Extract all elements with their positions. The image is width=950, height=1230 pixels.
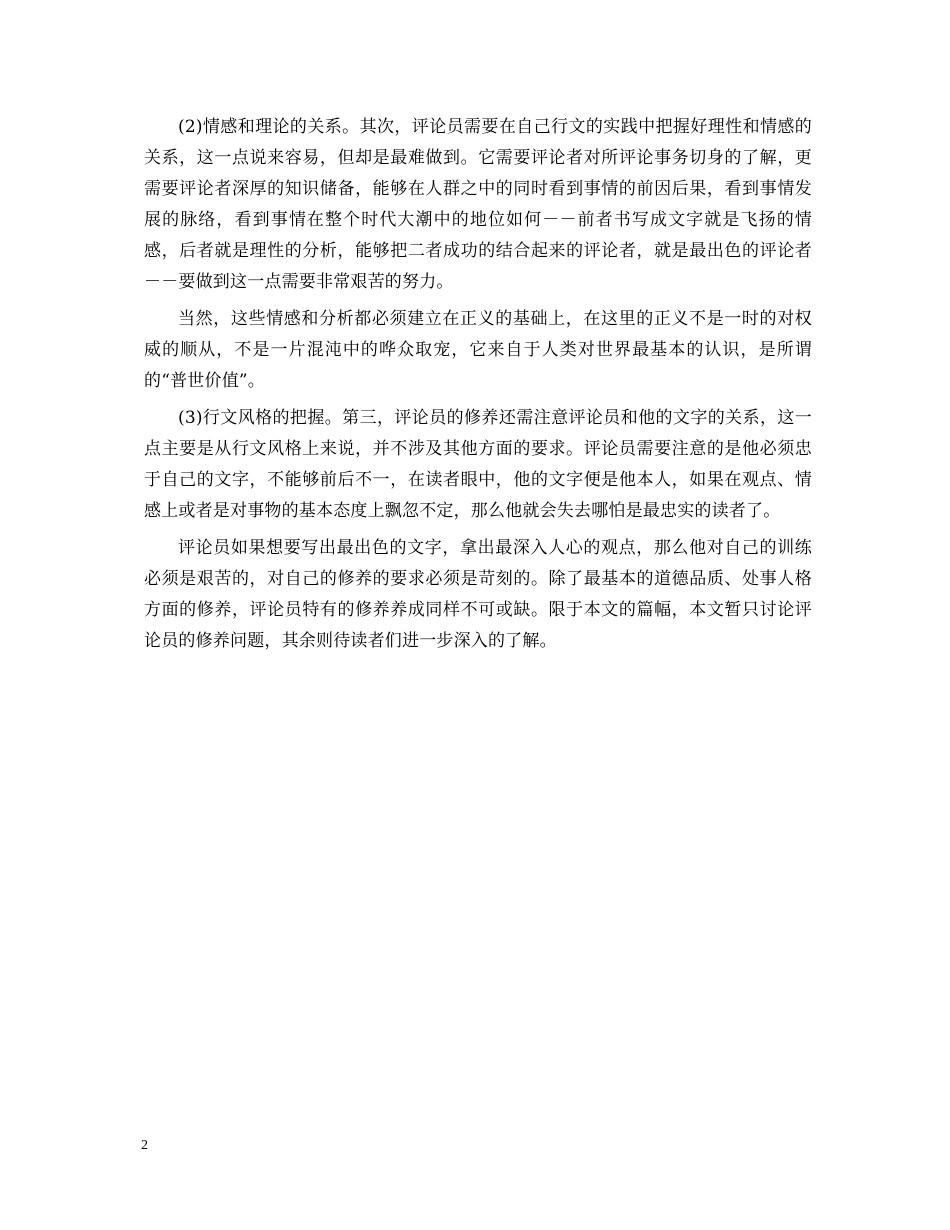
paragraph-conclusion: 评论员如果想要写出最出色的文字，拿出最深入人心的观点，那么他对自己的训练必须是艰苦的，对自己的修养的要求必须是苛刻的。除了最基本的道德品质、处事人格方面的修养，评论员特有的修养养成同样不可或缺。限于本文的篇幅，本文暂只讨论评论员的修养问题，其余则待读者们进一步深入的了解。: [144, 538, 812, 651]
paragraph-justice: 当然，这些情感和分析都必须建立在正义的基础上，在这里的正义不是一时的对权威的顺从，不是一片混沌中的哗众取宠，它来自于人类对世界最基本的认识，是所谓的“普世价值”。: [144, 309, 812, 391]
page-body: [144, 112, 812, 663]
page-number: 2: [141, 1138, 148, 1153]
paragraph-emotion-and-theory: (2)情感和理论的关系。其次，评论员需要在自己行文的实践中把握好理性和情感的关系，这一点说来容易，但却是最难做到。它需要评论者对所评论事务切身的了解，更需要评论者深厚的知识储备，能够在人群之中的同时看到事情的前因后果，看到事情发展的脉络，看到事情在整个时代大潮中的地位如何－－前者书写成文字就是飞扬的情感，后者就是理性的分析，能够把二者成功的结合起来的评论者，就是最出色的评论者－－要做到这一点需要非常艰苦的努力。: [144, 117, 812, 292]
paragraph-writing-style: (3)行文风格的把握。第三，评论员的修养还需注意评论员和他的文字的关系，这一点主要是从行文风格上来说，并不涉及其他方面的要求。评论员需要注意的是他必须忠于自己的文字，不能够前后不一，在读者眼中，他的文字便是他本人，如果在观点、情感上或者是对事物的基本态度上飘忽不定，那么他就会失去哪怕是最忠实的读者了。: [144, 408, 812, 521]
